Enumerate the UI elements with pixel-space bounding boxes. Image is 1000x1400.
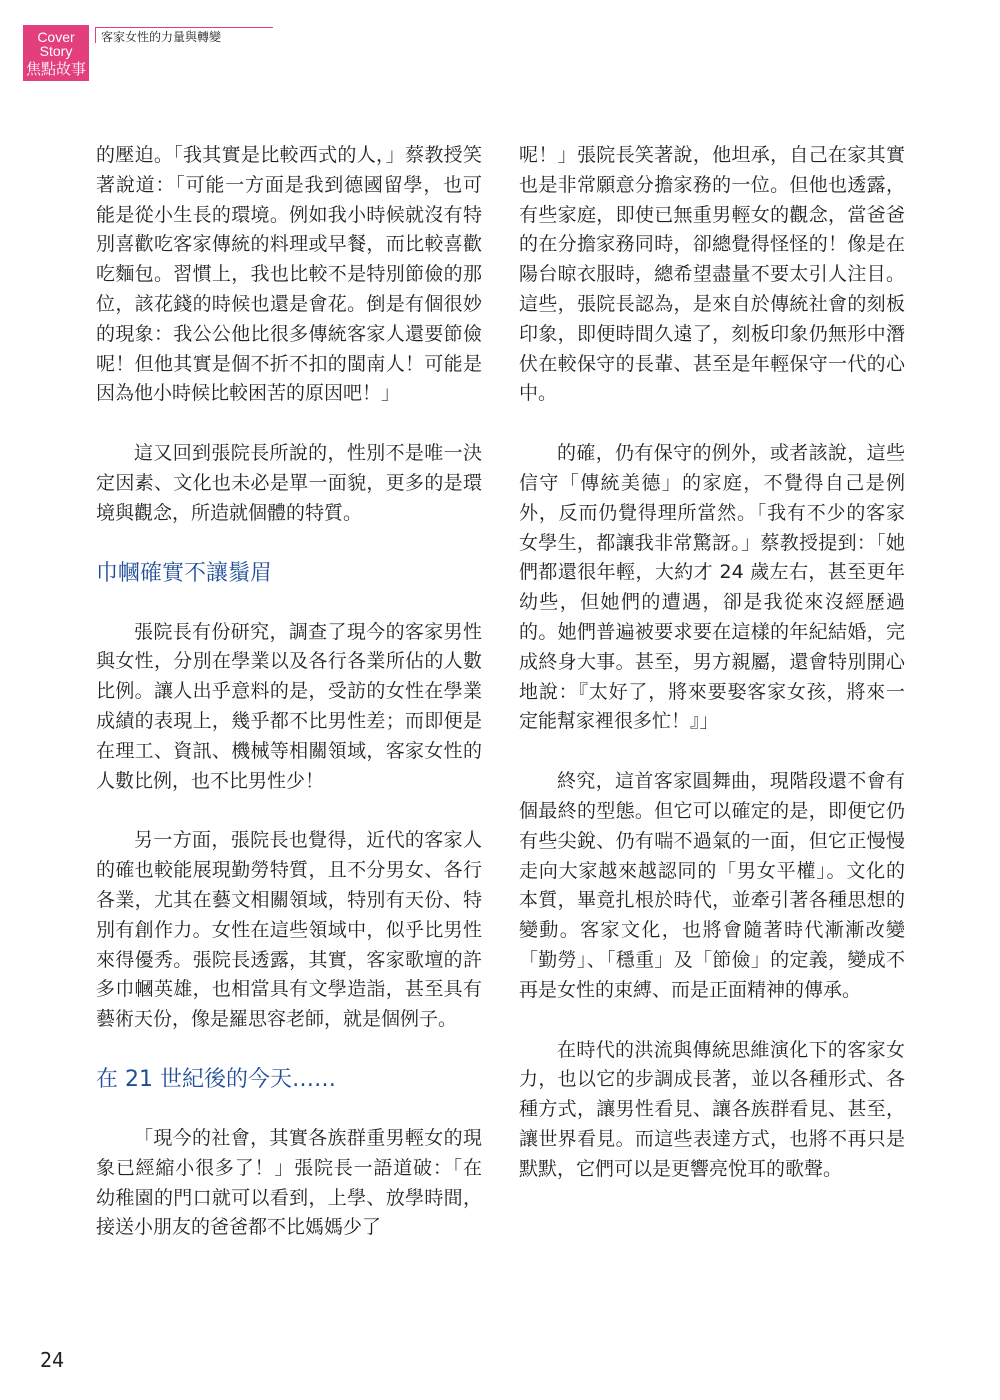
section-heading: 巾幗確實不讓鬚眉 (96, 560, 273, 586)
running-header-title: 客家女性的力量與轉變 (101, 30, 222, 44)
paragraph: 另一方面，張院長也覺得，近代的客家人的確也較能展現勤勞特質，且不分男女、各行各業，尤其在藝文相關領域，特別有天份、特別有創作力。女性在這些領域中，似乎比男性來得優秀。張院長透露，其實，客家歌壇的許多巾幗英雄，也相當具有文學造詣，甚至具有藝術天份，像是羅思容老師，就是個例子。 (96, 829, 482, 1031)
cover-story-badge (23, 25, 89, 81)
paragraph: 的壓迫。「我其實是比較西式的人，」蔡教授笑著說道：「可能一方面是我到德國留學，也可能是從小生長的環境。例如我小時候就沒有特別喜歡吃客家傳統的料理或早餐，而比較喜歡吃麵包。習慣上，我也比較不是特別節儉的那位，該花錢的時候也還是會花。倒是有個很妙的現象：我公公他比很多傳統客家人還要節儉呢！但他其實是個不折不扣的閩南人！可能是因為他小時候比較困苦的原因吧！」 (96, 144, 482, 405)
paragraph: 的確，仍有保守的例外，或者該說，這些信守「傳統美德」的家庭，不覺得自己是例外，反而仍覺得理所當然。「我有不少的客家女學生，都讓我非常驚訝。」蔡教授提到：「她們都還很年輕，大約才 24 歲左右，甚至更年幼些，但她們的遭遇，卻是我從來沒經歷過的。她們普遍被要求要在這樣的年紀結婚，完成終身大事。甚至，男方親屬，還會特別開心地說：『太好了，將來要娶客家女孩，將來一定能幫家裡很多忙！』」 (519, 442, 905, 733)
badge-line-cover: Cover (37, 29, 75, 45)
badge-line-story: Story (39, 43, 73, 59)
header-divider (95, 27, 96, 43)
paragraph: 呢！」張院長笑著說，他坦承，自己在家其實也是非常願意分擔家務的一位。但他也透露，有些家庭，即使已無重男輕女的觀念，當爸爸的在分擔家務同時，卻總覺得怪怪的！像是在陽台晾衣服時，總希望盡量不要太引人注目。這些，張院長認為，是來自於傳統社會的刻板印象，即便時間久遠了，刻板印象仍無形中潛伏在較保守的長輩、甚至是年輕保守一代的心中。 (519, 144, 905, 405)
section-heading: 在 21 世紀後的今天…… (96, 1066, 336, 1092)
paragraph: 這又回到張院長所說的，性別不是唯一決定因素、文化也未必是單一面貌，更多的是環境與觀念，所造就個體的特質。 (96, 442, 482, 524)
paragraph: 「現今的社會，其實各族群重男輕女的現象已經縮小很多了！」張院長一語道破：「在幼稚園的門口就可以看到，上學、放學時間，接送小朋友的爸爸都不比媽媽少了 (96, 1126, 482, 1239)
paragraph: 張院長有份研究，調查了現今的客家男性與女性，分別在學業以及各行各業所佔的人數比例。讓人出乎意料的是，受訪的女性在學業成績的表現上，幾乎都不比男性差；而即便是在理工、資訊、機械等相關領域，客家女性的人數比例，也不比男性少！ (96, 620, 482, 792)
right-column (519, 141, 905, 1215)
paragraph: 在時代的洪流與傳統思維演化下的客家女力，也以它的步調成長著，並以各種形式、各種方式，讓男性看見、讓各族群看見、甚至，讓世界看見。而這些表達方式，也將不再只是默默，它們可以是更響亮悅耳的歌聲。 (519, 1038, 905, 1180)
header-rule (95, 27, 273, 28)
paragraph: 終究，這首客家圓舞曲，現階段還不會有個最終的型態。但它可以確定的是，即便它仍有些尖銳、仍有喘不過氣的一面，但它正慢慢走向大家越來越認同的「男女平權」。文化的本質，畢竟扎根於時代，並牽引著各種思想的變動。客家文化，也將會隨著時代漸漸改變「勤勞」、「穩重」及「節儉」的定義，變成不再是女性的束縛、而是正面精神的傳承。 (519, 770, 905, 1001)
left-column (96, 141, 482, 1273)
page-number: 24 (40, 1348, 65, 1372)
badge-line-chinese: 焦點故事 (25, 60, 86, 78)
